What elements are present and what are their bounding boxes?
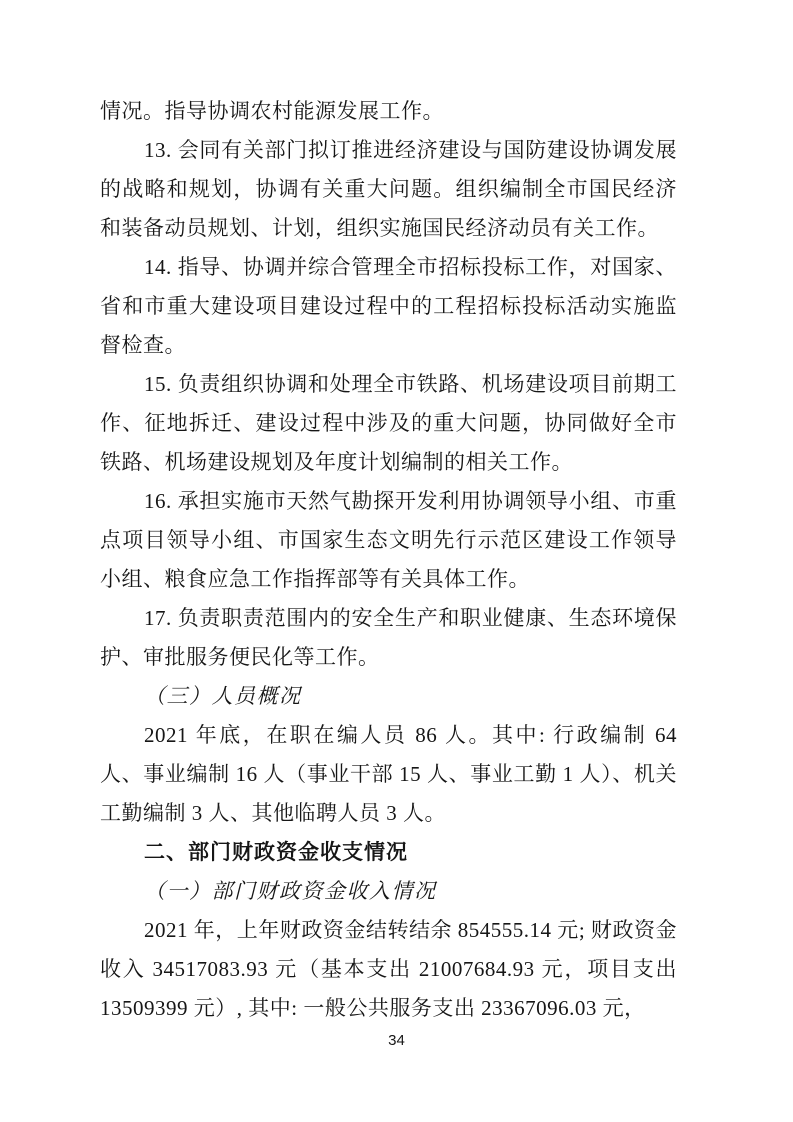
section-heading-finance: 二、部门财政资金收支情况 xyxy=(144,841,408,864)
body-paragraph: 15. 负责组织协调和处理全市铁路、机场建设项目前期工作、征地拆迁、建设过程中涉及的重大问题，协同做好全市铁路、机场建设规划及年度计划编制的相关工作。 xyxy=(100,372,677,474)
body-paragraph: 14. 指导、协调并综合管理全市招标投标工作，对国家、省和市重大建设项目建设过程中的工程招标投标活动实施监督检查。 xyxy=(100,255,677,357)
document-text-block xyxy=(100,92,677,1028)
subsection-heading-income: （一）部门财政资金收入情况 xyxy=(144,879,437,903)
body-paragraph-continuation: 情况。指导协调农村能源发展工作。 xyxy=(100,99,444,123)
body-paragraph: 17. 负责职责范围内的安全生产和职业健康、生态环境保护、审批服务便民化等工作。 xyxy=(100,606,677,669)
body-paragraph: 13. 会同有关部门拟订推进经济建设与国防建设协调发展的战略和规划，协调有关重大问题。组织编制全市国民经济和装备动员规划、计划，组织实施国民经济动员有关工作。 xyxy=(100,138,677,240)
body-paragraph: 2021 年底，在职在编人员 86 人。其中: 行政编制 64 人、事业编制 16 人（事业干部 15 人、事业工勤 1 人）、机关工勤编制 3 人、其他临聘人员 3 人。 xyxy=(100,723,677,825)
body-paragraph: 16. 承担实施市天然气勘探开发利用协调领导小组、市重点项目领导小组、市国家生态文明先行示范区建设工作领导小组、粮食应急工作指挥部等有关具体工作。 xyxy=(100,489,677,591)
subsection-heading-personnel: （三）人员概况 xyxy=(144,684,302,708)
body-paragraph: 2021 年，上年财政资金结转结余 854555.14 元; 财政资金收入 34517083.93 元（基本支出 21007684.93 元，项目支出 13509399 元）, 其中: 一般公共服务支出 23367096.03 元， xyxy=(100,918,677,1020)
page-number: 34 xyxy=(388,1032,405,1049)
